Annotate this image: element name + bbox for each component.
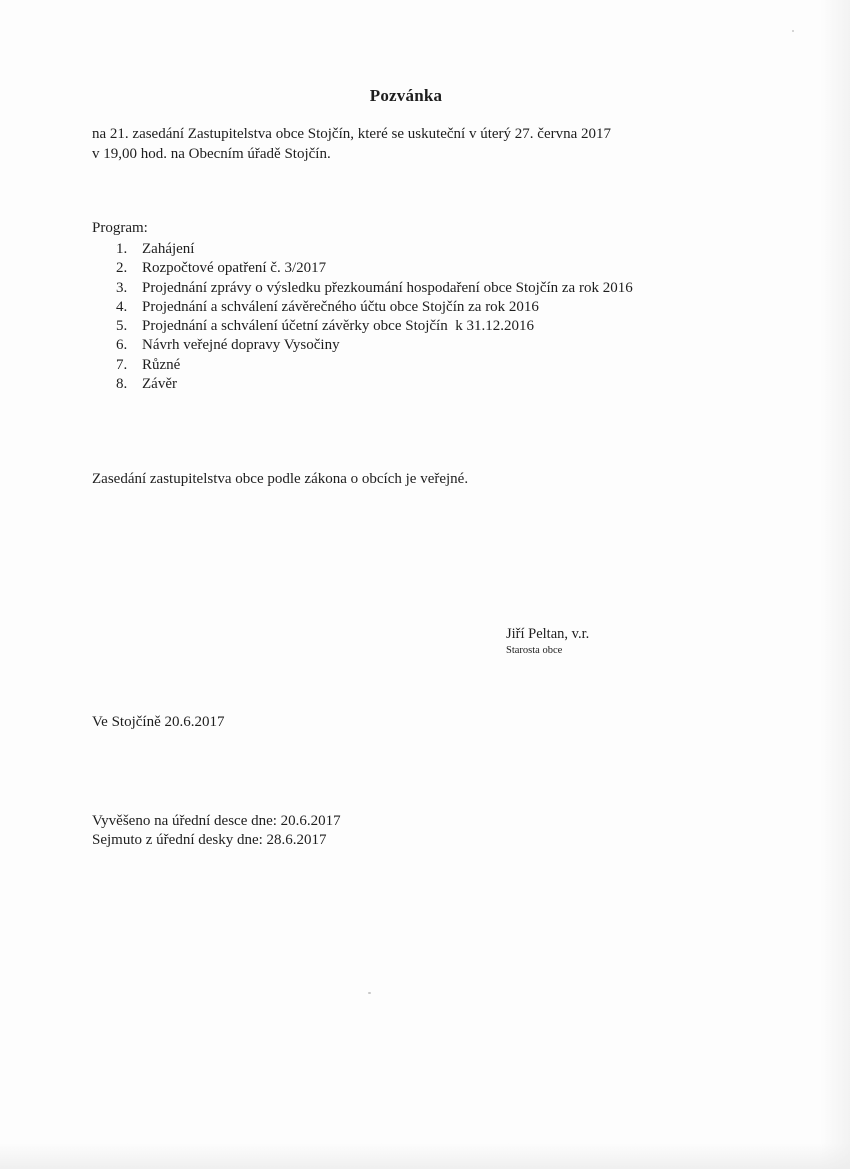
program-item-text: Návrh veřejné dopravy Vysočiny [142,337,340,354]
program-item-text: Zahájení [142,241,195,257]
program-item [116,356,633,375]
program-list [116,240,633,394]
program-item [116,298,633,317]
program-item [116,336,633,355]
signatory-role: Starosta obce [506,645,563,656]
signatory-name: Jiří Peltan, v.r. [506,626,590,642]
program-item-number: 6. [116,337,128,354]
intro-line: na 21. zasedání Zastupitelstva obce Stojčín, které se uskuteční v úterý 27. června 2017 [92,126,612,142]
public-session-note: Zasedání zastupitelstva obce podle zákona o obcích je veřejné. [92,471,469,487]
invitation-intro [92,124,732,164]
program-item [116,317,633,336]
intro-line: v 19,00 hod. na Obecním úřadě Stojčín. [92,146,331,162]
signature-block [506,626,589,656]
program-item-number: 4. [116,298,128,315]
program-item-text: Projednání a schválení účetní závěrky obce Stojčín k 31.12.2016 [142,318,534,335]
program-item-number: 2. [116,260,128,277]
program-item-number: 3. [116,279,128,296]
scan-edge-shadow [820,0,850,1169]
program-item [116,259,633,278]
scan-edge-shadow-bottom [0,1143,850,1169]
program-item-text: Závěr [142,376,177,393]
removed-date: Sejmuto z úřední desky dne: 28.6.2017 [92,832,327,848]
program-item-text: Různé [142,356,181,373]
program-item [116,279,633,298]
posted-date: Vyvěšeno na úřední desce dne: 20.6.2017 [92,813,341,829]
document-title: Pozvánka [369,86,443,105]
program-label: Program: [92,220,148,236]
program-item-number: 5. [116,318,128,335]
place-and-date: Ve Stojčíně 20.6.2017 [92,714,225,730]
scan-speck [368,992,371,994]
scan-speck [792,30,794,32]
program-item-text: Rozpočtové opatření č. 3/2017 [142,260,327,277]
program-item [116,375,633,394]
program-item-number: 8. [116,376,128,393]
posting-record [92,812,341,850]
program-item [116,240,633,259]
program-item-text: Projednání zprávy o výsledku přezkoumání hospodaření obce Stojčín za rok 2016 [142,279,633,296]
program-item-text: Projednání a schválení závěrečného účtu obce Stojčín za rok 2016 [142,298,539,315]
program-item-number: 7. [116,356,128,373]
program-item-number: 1. [116,241,128,257]
